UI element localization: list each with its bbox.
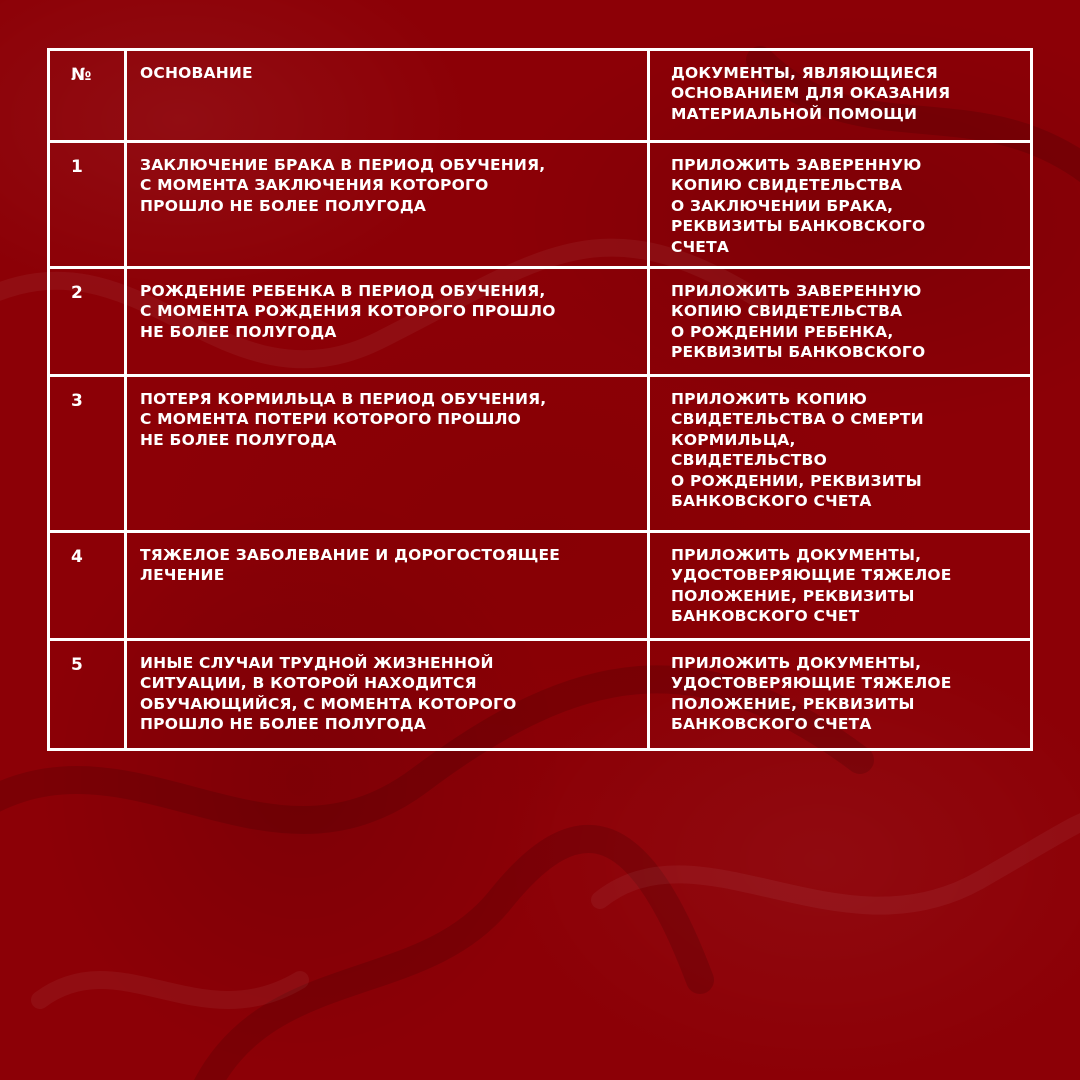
row-basis-cell [126,376,649,532]
header-number [49,50,126,142]
header-number-label: № [71,65,92,85]
table-row [49,268,1032,376]
table-row [49,142,1032,268]
material-aid-table [47,48,1033,751]
table-row [49,376,1032,532]
row-documents-cell [649,268,1032,376]
row-basis: РОЖДЕНИЕ РЕБЕНКА В ПЕРИОД ОБУЧЕНИЯ, С МОМЕНТА РОЖДЕНИЯ КОТОРОГО ПРОШЛО НЕ БОЛЕЕ ПОЛУГОДА [140,282,556,341]
row-number-cell [49,376,126,532]
row-documents-cell [649,142,1032,268]
header-basis-label: ОСНОВАНИЕ [140,64,253,82]
row-number: 4 [71,547,84,567]
table-header-row [49,50,1032,142]
row-basis-cell [126,268,649,376]
table-row [49,640,1032,750]
row-basis: ТЯЖЕЛОЕ ЗАБОЛЕВАНИЕ И ДОРОГОСТОЯЩЕЕ ЛЕЧЕНИЕ [140,546,561,585]
row-number-cell [49,640,126,750]
header-basis [126,50,649,142]
header-documents-label: ДОКУМЕНТЫ, ЯВЛЯЮЩИЕСЯ ОСНОВАНИЕМ ДЛЯ ОКАЗАНИЯ МАТЕРИАЛЬНОЙ ПОМОЩИ [671,64,951,123]
row-number-cell [49,532,126,640]
row-basis-cell [126,142,649,268]
row-documents: ПРИЛОЖИТЬ ЗАВЕРЕННУЮ КОПИЮ СВИДЕТЕЛЬСТВА О РОЖДЕНИИ РЕБЕНКА, РЕКВИЗИТЫ БАНКОВСКОГО [671,282,926,362]
row-documents-cell [649,376,1032,532]
row-documents-cell [649,532,1032,640]
row-number: 5 [71,655,84,675]
row-basis: ПОТЕРЯ КОРМИЛЬЦА В ПЕРИОД ОБУЧЕНИЯ, С МОМЕНТА ПОТЕРИ КОТОРОГО ПРОШЛО НЕ БОЛЕЕ ПОЛУГОДА [140,390,547,449]
row-number-cell [49,268,126,376]
row-documents: ПРИЛОЖИТЬ ДОКУМЕНТЫ, УДОСТОВЕРЯЮЩИЕ ТЯЖЕЛОЕ ПОЛОЖЕНИЕ, РЕКВИЗИТЫ БАНКОВСКОГО СЧЕТА [671,654,952,734]
row-basis-cell [126,640,649,750]
header-documents [649,50,1032,142]
row-basis: ИНЫЕ СЛУЧАИ ТРУДНОЙ ЖИЗНЕННОЙ СИТУАЦИИ, В КОТОРОЙ НАХОДИТСЯ ОБУЧАЮЩИЙСЯ, С МОМЕНТА КОТОРОГО ПРОШЛО НЕ БОЛЕЕ ПОЛУГОДА [140,654,517,734]
row-documents: ПРИЛОЖИТЬ ЗАВЕРЕННУЮ КОПИЮ СВИДЕТЕЛЬСТВА О ЗАКЛЮЧЕНИИ БРАКА, РЕКВИЗИТЫ БАНКОВСКОГО СЧЕТА [671,156,926,256]
row-documents-cell [649,640,1032,750]
table-row [49,532,1032,640]
row-number: 3 [71,391,84,411]
row-documents: ПРИЛОЖИТЬ ДОКУМЕНТЫ, УДОСТОВЕРЯЮЩИЕ ТЯЖЕЛОЕ ПОЛОЖЕНИЕ, РЕКВИЗИТЫ БАНКОВСКОГО СЧЕТ [671,546,952,626]
row-basis: ЗАКЛЮЧЕНИЕ БРАКА В ПЕРИОД ОБУЧЕНИЯ, С МОМЕНТА ЗАКЛЮЧЕНИЯ КОТОРОГО ПРОШЛО НЕ БОЛЕЕ ПОЛУГОДА [140,156,546,215]
row-number: 1 [71,157,84,177]
row-documents: ПРИЛОЖИТЬ КОПИЮ СВИДЕТЕЛЬСТВА О СМЕРТИ КОРМИЛЬЦА, СВИДЕТЕЛЬСТВО О РОЖДЕНИИ, РЕКВИЗИТЫ БАНКОВСКОГО СЧЕТА [671,390,924,511]
row-basis-cell [126,532,649,640]
row-number: 2 [71,283,84,303]
row-number-cell [49,142,126,268]
